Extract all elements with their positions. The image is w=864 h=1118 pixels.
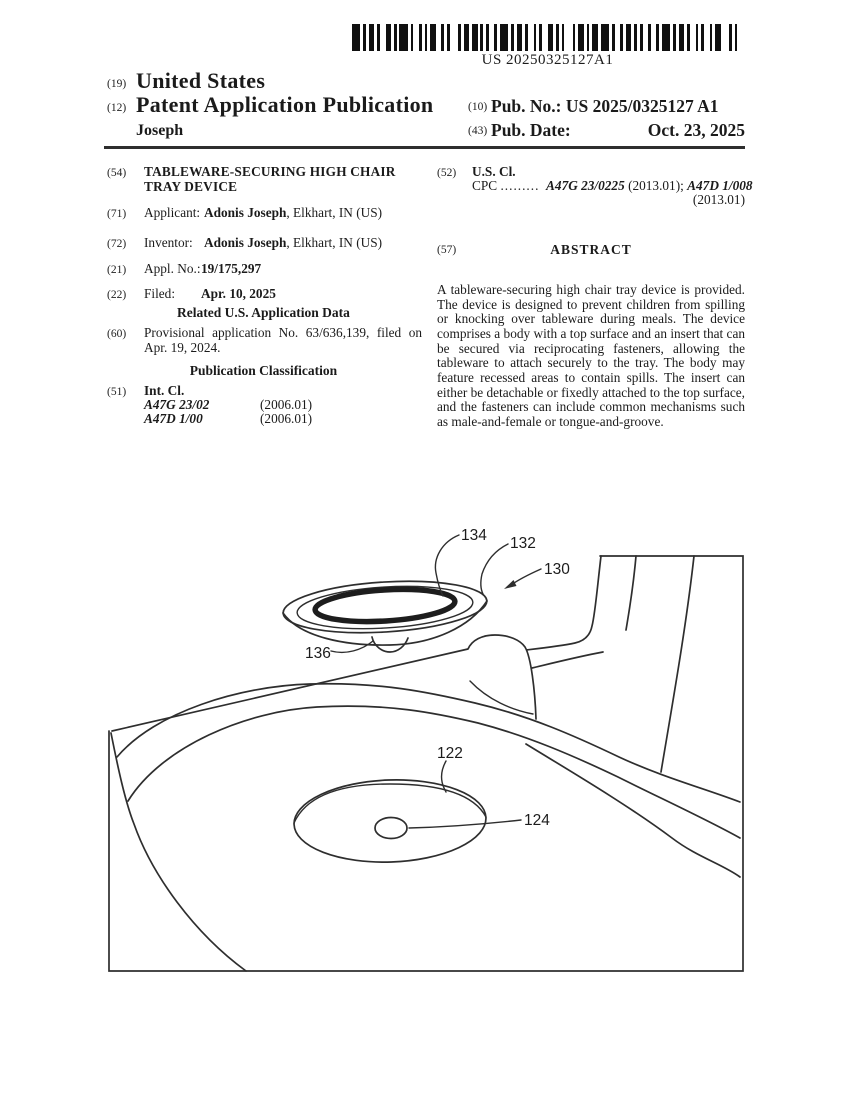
pub-no-value: US 2025/0325127 A1	[565, 96, 719, 116]
int-cl-version: (2006.01)	[260, 411, 313, 426]
header-author: Joseph	[136, 122, 184, 139]
inventor-label: Inventor:	[144, 235, 193, 250]
leader-130-arrowhead	[504, 580, 517, 589]
chair-arm-bottom	[532, 652, 603, 668]
kind-code-10: (10)	[468, 101, 488, 113]
inventor-name: Adonis Joseph	[204, 235, 287, 250]
field-code-21: (21)	[107, 264, 127, 276]
title-line1: TABLEWARE-SECURING HIGH CHAIR	[144, 164, 396, 179]
filed-label: Filed:	[144, 286, 176, 301]
cpc-version-1: (2013.01);	[628, 178, 684, 193]
related-data-text: Provisional application No. 63/636,139, filed on Apr. 19, 2024.	[144, 325, 422, 355]
pub-no-label: Pub. No.:	[491, 96, 562, 116]
cpc-class-1: A47G 23/0225	[546, 178, 625, 193]
inventor-suffix: , Elkhart, IN (US)	[286, 235, 383, 250]
tray-recess-circle	[293, 777, 488, 866]
us-cl-label: U.S. Cl.	[472, 164, 516, 179]
ref-numeral-134: 134	[461, 527, 487, 544]
ref-numeral-130: 130	[544, 561, 570, 578]
leader-134	[435, 535, 459, 596]
appl-no-label: Appl. No.:	[144, 261, 201, 276]
tray-left-silhouette	[111, 733, 246, 971]
title-line2: TRAY DEVICE	[144, 178, 238, 194]
field-code-60: (60)	[107, 328, 127, 340]
leader-130	[511, 569, 541, 585]
applicant-name: Adonis Joseph	[204, 205, 287, 220]
field-code-52: (52)	[437, 167, 457, 179]
field-code-71: (71)	[107, 208, 127, 220]
int-cl-class: A47G 23/02	[144, 397, 210, 412]
kind-code-12: (12)	[107, 102, 127, 114]
kind-code-19: (19)	[107, 78, 127, 90]
pub-date-label: Pub. Date:	[491, 120, 571, 140]
int-cl-version: (2006.01)	[260, 397, 313, 412]
ref-numeral-132: 132	[510, 535, 536, 552]
pub-date-value: Oct. 23, 2025	[647, 120, 745, 140]
tray-rim-inner	[128, 706, 740, 838]
recess-center-hole	[375, 818, 407, 839]
chair-post-inner	[626, 556, 636, 630]
ref-numeral-136: 136	[305, 645, 331, 662]
ref-numeral-124: 124	[524, 812, 550, 829]
abstract-heading: ABSTRACT	[550, 242, 632, 257]
field-code-57: (57)	[437, 244, 457, 256]
cpc-label: CPC	[472, 178, 498, 193]
tray-rim-outer	[117, 684, 740, 802]
cpc-class-2: A47D 1/008	[687, 178, 753, 193]
header-country: United States	[136, 68, 266, 93]
insert-flange-outer	[282, 576, 489, 638]
int-cl-class: A47D 1/00	[144, 411, 203, 426]
header-doc-type: Patent Application Publication	[136, 92, 434, 117]
chair-back-edge	[661, 556, 694, 772]
field-code-51: (51)	[107, 386, 127, 398]
field-code-72: (72)	[107, 238, 127, 250]
abstract-text: A tableware-securing high chair tray device is provided. The device is designed to prevent children from spilling or knocking over tableware during meals. The device comprises a body with a top surface and an insert that can be secured via reciprocating fasteners, allowing the tableware to attach securely to the tray. The body may feature recessed areas to contain spills. The insert can either be detachable or fixedly attached to the top surface, and the fasteners can include common mechanisms such as male-and-female or tongue-and-groove.	[437, 282, 745, 429]
barcode-text: US 20250325127A1	[481, 52, 614, 68]
cpc-version-2: (2013.01)	[692, 192, 745, 207]
applicant-suffix: , Elkhart, IN (US)	[286, 205, 383, 220]
filed-value: Apr. 10, 2025	[201, 286, 276, 301]
leader-122	[442, 761, 446, 792]
related-data-heading: Related U.S. Application Data	[177, 305, 350, 320]
leader-124	[409, 820, 521, 828]
field-code-22: (22)	[107, 289, 127, 301]
pub-classification-heading: Publication Classification	[189, 363, 338, 378]
leader-132	[481, 544, 508, 594]
int-cl-label: Int. Cl.	[144, 383, 185, 398]
cpc-dots: .........	[500, 178, 540, 193]
field-code-54: (54)	[107, 167, 127, 179]
ref-numeral-122: 122	[437, 745, 463, 762]
appl-no-value: 19/175,297	[201, 261, 262, 276]
applicant-label: Applicant:	[144, 205, 201, 220]
insert-seal-ring	[314, 586, 456, 625]
kind-code-43: (43)	[468, 125, 488, 137]
